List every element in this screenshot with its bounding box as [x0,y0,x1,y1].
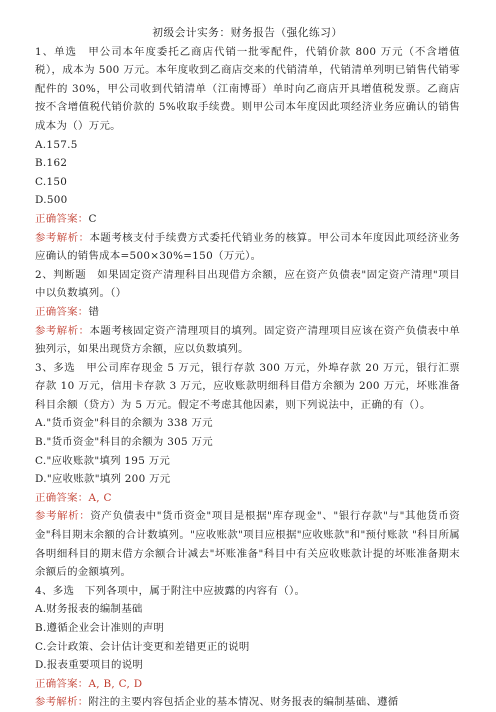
question-4-stem: 4、多选 下列各项中，属于附注中应披露的内容有（）。 [35,584,306,597]
question-3-stem: 3、多选 甲公司库存现金 5 万元，银行存款 300 万元，外埠存款 20 万元，银行汇票存款 10 万元，信用卡存款 3 万元，应收账款明细科目借方余额为 200 万元，坏账准备科目余额（贷方）为 5 万元。假定不考虑其他因素，则下列说法中，正确的有（）。 [35,361,460,411]
question-3-analysis: 资产负债表中"货币资金"项目是根据"库存现金"、"银行存款"与"其他货币资金"科目期末余额的合计数填列。"应收账款"项目应根据"应收账款"和"预付账款 "科目所属各明细科目的期末借方余额合计减去"坏账准备"科目中有关应收账款计提的坏账准备期末余额后的金额填列。 [35,510,461,579]
question-4-analysis-line [35,693,460,712]
question-3-answer: A, C [88,491,112,504]
question-1-answer-line [35,210,460,229]
question-1-analysis: 本题考核支付手续费方式委托代销业务的核算。甲公司本年度因此项经济业务应确认的销售成本=500×30%=150（万元）。 [35,231,460,263]
question-2-analysis: 本题考核固定资产清理项目的填列。固定资产清理项目应该在资产负债表中单独列示，如果出现贷方余额，应以负数填列。 [35,324,460,356]
question-1-answer: C [88,212,97,225]
question-2-answer-line [35,303,460,322]
question-4-option-d: D.报表重要项目的说明 [35,659,144,672]
question-4-option-c: C.会计政策、会计估计变更和差错更正的说明 [35,640,250,653]
question-1-option-d: D.500 [35,194,68,207]
analysis-label: 参考解析： [35,231,90,244]
question-1-stem: 1、单选 甲公司本年度委托乙商店代销一批零配件，代销价款 800 万元（不含增值税），成本为 500 万元。本年度收到乙商店交来的代销清单，代销清单列明已销售代销零配件的 30%，甲公司收到代销清单（江南博哥）单时向乙商店开具增值税发票。乙商店按不含增值税代销价款的 5%收取手续费。则甲公司本年度因此项经济业务应确认的销售成本为（）万元。 [35,45,460,132]
question-3-option-b: B."货币资金"科目的余额为 305 万元 [35,436,213,449]
question-4-answer: A, B, C, D [88,677,143,690]
answer-label: 正确答案： [35,212,89,225]
question-2-stem: 2、判断题 如果固定资产清理科目出现借方余额，应在资产负债表"固定资产清理"项目中以负数填列。（） [35,268,460,300]
question-2-analysis-line [35,322,460,359]
question-1-option-b: B.162 [35,157,68,170]
question-3-analysis-line [35,507,460,581]
question-4-answer-line [35,675,460,694]
question-4-analysis: 附注的主要内容包括企业的基本情况、财务报表的编制基础、遵循 [88,696,399,709]
analysis-label: 参考解析： [35,696,89,709]
answer-label: 正确答案： [35,491,89,504]
question-3-option-a: A."货币资金"科目的余额为 338 万元 [35,417,213,430]
question-2-answer: 错 [88,305,100,318]
question-1-analysis-line [35,229,460,266]
question-3-option-c: C."应收账款"填列 195 万元 [35,454,171,467]
analysis-label: 参考解析： [35,324,90,337]
question-3-option-d: D."应收账款"填列 200 万元 [35,473,171,486]
question-4-option-b: B.遵循企业会计准则的声明 [35,622,165,634]
question-4-option-a: A.财务报表的编制基础 [35,603,143,616]
answer-label: 正确答案： [35,677,89,690]
question-1-option-a: A.157.5 [35,138,78,151]
question-3-answer-line [35,489,460,508]
page-title: 初级会计实务：财务报告（强化练习） [152,27,343,39]
question-1-option-c: C.150 [35,175,68,188]
analysis-label: 参考解析： [35,510,91,523]
answer-label: 正确答案： [35,305,89,318]
